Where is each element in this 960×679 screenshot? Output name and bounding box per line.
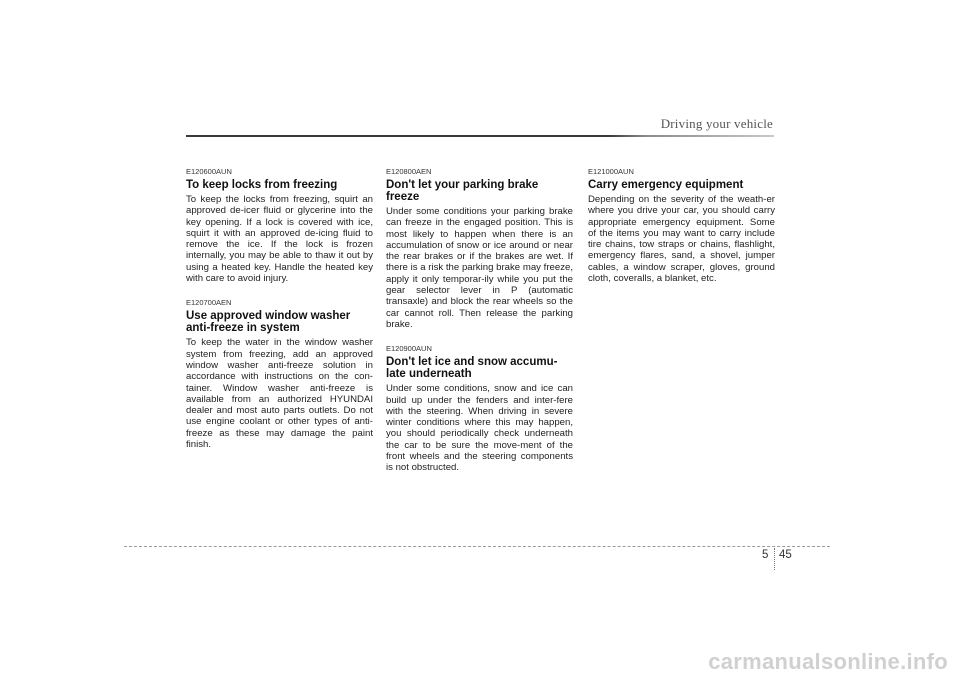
footer-rule — [124, 546, 830, 547]
watermark-logo: carmanualsonline.info — [708, 649, 948, 674]
section-heading: Don't let your parking brake freeze — [386, 179, 539, 203]
section-code: E120600AUN — [186, 167, 232, 176]
section-heading: To keep locks from freezing — [186, 179, 338, 191]
page-number-divider — [774, 548, 775, 570]
section-code: E120700AEN — [186, 298, 232, 308]
section-washer-antifreeze — [186, 298, 373, 450]
section-body: Under some conditions your parking brake can freeze in the engaged position. This is most likely to happen when there is an accumulation of snow or ice around or near the rear brakes or if the brakes are wet. If there is a risk the parking brake may freeze, apply it only temporar-ily while you put the gear selector lever in P (automatic transaxle) and block the rear wheels so the car cannot roll. Then release the parking brake. — [386, 206, 573, 330]
section-body: Depending on the severity of the weath-er where you drive your car, you should carry appropriate emergency equipment. Some of the items you may want to carry include tire chains, tow straps or chains, flashlight, emergency flares, sand, a shovel, jumper cables, a window scraper, gloves, ground cloth, coveralls, a blanket, etc. — [588, 194, 775, 285]
section-emergency-equipment — [588, 167, 775, 284]
section-code: E120800AEN — [386, 167, 432, 176]
section-code: E121000AUN — [588, 167, 634, 176]
section-parking-brake — [386, 167, 573, 330]
section-code: E120900AUN — [386, 344, 432, 354]
section-body: Under some conditions, snow and ice can build up under the fenders and inter-fere with the steering. When driving in severe winter conditions where this may happen, you should periodically check underneath the car to be sure the move-ment of the front wheels and the steering components is not obstructed. — [386, 383, 573, 474]
section-lock-freezing — [186, 167, 373, 284]
page-section-title: Driving your vehicle — [660, 116, 773, 131]
section-heading: Don't let ice and snow accumu-late underneath — [386, 356, 558, 381]
page-number: 45 — [779, 549, 792, 561]
column-3 — [588, 167, 775, 298]
section-ice-snow — [386, 344, 573, 473]
column-1 — [186, 167, 373, 464]
section-body: To keep the locks from freezing, squirt an approved de-icer fluid or glycerine into the key opening. If a lock is covered with ice, squirt it with an approved de-icing fluid to remove the ice. If the lock is frozen internally, you may be able to thaw it out by using a heated key. Handle the heated key with care to avoid injury. — [186, 194, 373, 285]
column-2 — [386, 167, 573, 488]
section-body: To keep the water in the window washer system from freezing, add an approved window washer anti-freeze solution in accordance with instructions on the con-tainer. Window washer anti-freeze is available from an authorized HYUNDAI dealer and most auto parts outlets. Do not use engine coolant or other types of anti-freeze as these may damage the paint finish. — [186, 337, 373, 451]
header-rule — [186, 135, 774, 137]
section-heading: Carry emergency equipment — [588, 179, 744, 191]
chapter-number: 5 — [762, 549, 769, 561]
section-heading: Use approved window washer anti-freeze in system — [186, 310, 351, 335]
